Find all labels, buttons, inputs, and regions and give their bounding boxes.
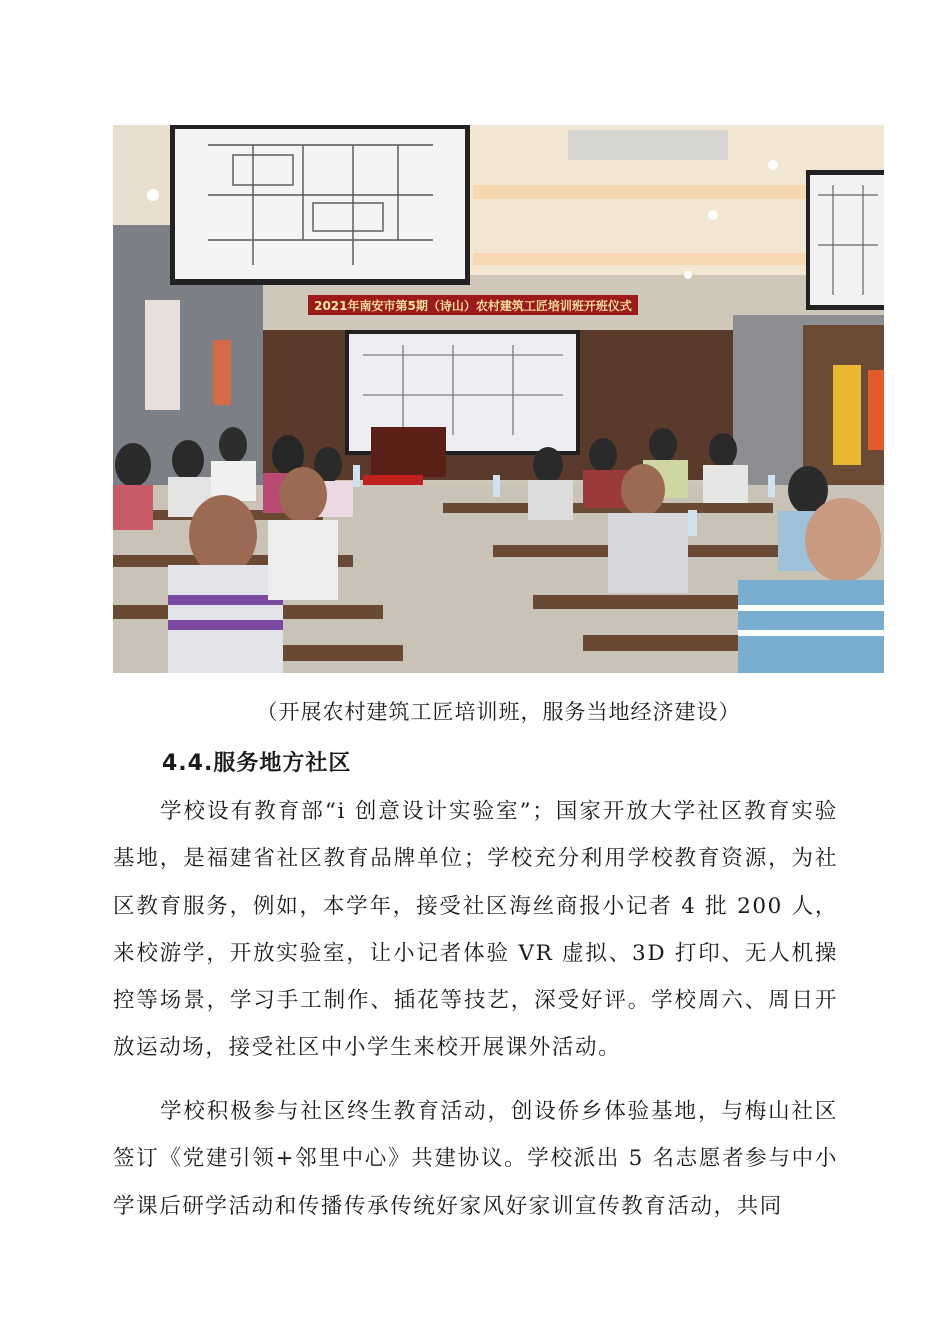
training-class-photo: [113, 125, 884, 673]
section-heading: 4.4.服务地方社区: [162, 751, 352, 776]
photo-caption: （开展农村建筑工匠培训班，服务当地经济建设）: [256, 700, 741, 724]
body-paragraph-1: 学校设有教育部“i 创意设计实验室”；国家开放大学社区教育实验基地，是福建省社区教育品牌单位；学校充分利用学校教育资源，为社区教育服务，例如，本学年，接受社区海丝商报小记者 4 批 200 人，来校游学，开放实验室，让小记者体验 VR 虚拟、3D 打印、无人机操控等场景，学习手工制作、插花等技艺，深受好评。学校周六、周日开放运动场，接受社区中小学生来校开展课外活动。: [113, 799, 838, 1061]
event-banner: 2021年南安市第5期（诗山）农村建筑工匠培训班开班仪式: [314, 299, 632, 313]
body-paragraph-2: 学校积极参与社区终生教育活动，创设侨乡体验基地，与梅山社区签订《党建引领+邻里中心》共建协议。学校派出 5 名志愿者参与中小学课后研学活动和传播传承传统好家风好家训宣传教育活动，共同: [113, 1099, 838, 1219]
